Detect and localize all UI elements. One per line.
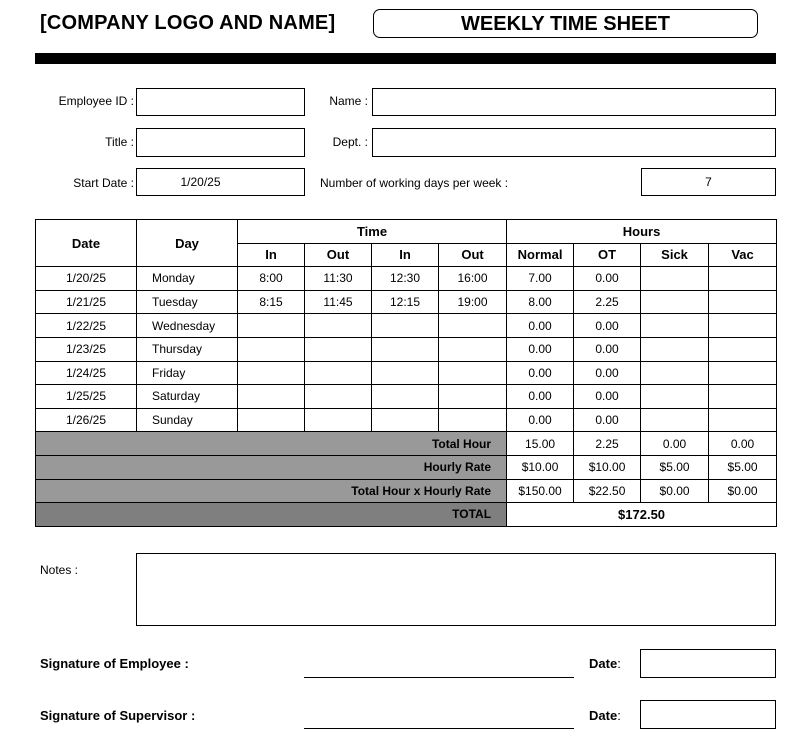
supervisor-date-field[interactable] [640, 700, 776, 729]
sick-cell[interactable] [641, 290, 709, 314]
employee-date-field[interactable] [640, 649, 776, 678]
in1-cell[interactable] [238, 361, 305, 385]
total-hour-row [36, 432, 777, 456]
date-label-colon: : [617, 656, 621, 671]
out2-cell[interactable]: 16:00 [439, 267, 507, 291]
normal-cell: 8.00 [507, 290, 574, 314]
table-row [36, 408, 777, 432]
table-row [36, 290, 777, 314]
name-label: Name : [329, 94, 368, 108]
total-hour-ot: 2.25 [574, 432, 641, 456]
day-cell: Monday [137, 267, 238, 291]
table-row [36, 314, 777, 338]
day-cell: Tuesday [137, 290, 238, 314]
start-date-label: Start Date : [73, 176, 134, 190]
dept-label: Dept. : [332, 135, 368, 149]
sick-header: Sick [641, 243, 709, 267]
in1-cell[interactable] [238, 337, 305, 361]
in2-cell[interactable] [372, 361, 439, 385]
in1-cell[interactable]: 8:00 [238, 267, 305, 291]
time-header: Time [238, 220, 507, 244]
normal-cell: 0.00 [507, 385, 574, 409]
vac-cell[interactable] [709, 361, 777, 385]
in2-cell[interactable] [372, 385, 439, 409]
company-logo-name: [COMPANY LOGO AND NAME] [40, 12, 336, 34]
date-cell: 1/20/25 [36, 267, 137, 291]
total-x-rate-sick: $0.00 [641, 479, 709, 503]
out2-cell[interactable] [439, 314, 507, 338]
in1-header: In [238, 243, 305, 267]
total-hour-normal: 15.00 [507, 432, 574, 456]
out1-cell[interactable]: 11:45 [305, 290, 372, 314]
sick-cell[interactable] [641, 408, 709, 432]
out1-header: Out [305, 243, 372, 267]
employee-id-label: Employee ID : [58, 94, 134, 108]
date-header: Date [36, 220, 137, 267]
in2-cell[interactable]: 12:30 [372, 267, 439, 291]
date-label-text: Date [589, 656, 618, 671]
ot-cell: 0.00 [574, 267, 641, 291]
in1-cell[interactable] [238, 408, 305, 432]
out1-cell[interactable]: 11:30 [305, 267, 372, 291]
normal-cell: 7.00 [507, 267, 574, 291]
working-days-field[interactable]: 7 [641, 168, 776, 196]
supervisor-signature-label: Signature of Supervisor : [40, 708, 196, 723]
in2-header: In [372, 243, 439, 267]
vac-cell[interactable] [709, 408, 777, 432]
table-row [36, 385, 777, 409]
in1-cell[interactable]: 8:15 [238, 290, 305, 314]
supervisor-signature-line[interactable] [304, 727, 574, 729]
hourly-rate-vac[interactable]: $5.00 [709, 455, 777, 479]
table-row [36, 267, 777, 291]
date-cell: 1/26/25 [36, 408, 137, 432]
date-label-colon: : [617, 708, 621, 723]
employee-signature-label: Signature of Employee : [40, 656, 189, 671]
supervisor-date-label [589, 708, 621, 723]
title-label: Title : [105, 135, 134, 149]
notes-label: Notes : [40, 563, 79, 577]
total-hour-vac: 0.00 [709, 432, 777, 456]
working-days-label: Number of working days per week : [320, 176, 509, 190]
sheet-title: WEEKLY TIME SHEET [373, 9, 758, 38]
in2-cell[interactable] [372, 408, 439, 432]
sick-cell[interactable] [641, 314, 709, 338]
out2-header: Out [439, 243, 507, 267]
ot-cell: 0.00 [574, 314, 641, 338]
name-field[interactable] [372, 88, 776, 116]
day-cell: Friday [137, 361, 238, 385]
start-date-field[interactable]: 1/20/25 [136, 168, 305, 196]
total-x-rate-row [36, 479, 777, 503]
out2-cell[interactable] [439, 408, 507, 432]
date-cell: 1/21/25 [36, 290, 137, 314]
sick-cell[interactable] [641, 267, 709, 291]
table-row [36, 361, 777, 385]
dept-field[interactable] [372, 128, 776, 157]
normal-cell: 0.00 [507, 337, 574, 361]
sick-cell[interactable] [641, 337, 709, 361]
employee-date-label [589, 656, 621, 671]
out2-cell[interactable] [439, 361, 507, 385]
vac-header: Vac [709, 243, 777, 267]
day-cell: Thursday [137, 337, 238, 361]
ot-cell: 0.00 [574, 385, 641, 409]
total-hour-label: Total Hour [36, 432, 507, 456]
day-cell: Saturday [137, 385, 238, 409]
grand-total-value: $172.50 [507, 503, 777, 527]
vac-cell[interactable] [709, 314, 777, 338]
header-divider [35, 53, 776, 64]
total-x-rate-label: Total Hour x Hourly Rate [36, 479, 507, 503]
title-field[interactable] [136, 128, 305, 157]
ot-cell: 0.00 [574, 408, 641, 432]
hourly-rate-normal[interactable]: $10.00 [507, 455, 574, 479]
normal-cell: 0.00 [507, 314, 574, 338]
grand-total-label: TOTAL [36, 503, 507, 527]
hourly-rate-sick[interactable]: $5.00 [641, 455, 709, 479]
timesheet-table [35, 219, 777, 527]
sick-cell[interactable] [641, 361, 709, 385]
in2-cell[interactable] [372, 314, 439, 338]
table-row [36, 337, 777, 361]
total-x-rate-ot: $22.50 [574, 479, 641, 503]
normal-cell: 0.00 [507, 361, 574, 385]
ot-cell: 0.00 [574, 361, 641, 385]
grand-total-row [36, 503, 777, 527]
employee-signature-line[interactable] [304, 676, 574, 678]
day-header: Day [137, 220, 238, 267]
normal-header: Normal [507, 243, 574, 267]
out1-cell[interactable] [305, 314, 372, 338]
out2-cell[interactable]: 19:00 [439, 290, 507, 314]
out1-cell[interactable] [305, 408, 372, 432]
out2-cell[interactable] [439, 385, 507, 409]
date-label-text: Date [589, 708, 618, 723]
sick-cell[interactable] [641, 385, 709, 409]
normal-cell: 0.00 [507, 408, 574, 432]
hourly-rate-ot[interactable]: $10.00 [574, 455, 641, 479]
vac-cell[interactable] [709, 290, 777, 314]
in1-cell[interactable] [238, 385, 305, 409]
date-cell: 1/23/25 [36, 337, 137, 361]
vac-cell[interactable] [709, 337, 777, 361]
hourly-rate-label: Hourly Rate [36, 455, 507, 479]
employee-id-field[interactable] [136, 88, 305, 116]
out1-cell[interactable] [305, 337, 372, 361]
vac-cell[interactable] [709, 267, 777, 291]
total-hour-sick: 0.00 [641, 432, 709, 456]
day-cell: Sunday [137, 408, 238, 432]
day-cell: Wednesday [137, 314, 238, 338]
in2-cell[interactable]: 12:15 [372, 290, 439, 314]
out1-cell[interactable] [305, 361, 372, 385]
in2-cell[interactable] [372, 337, 439, 361]
out1-cell[interactable] [305, 385, 372, 409]
hours-header: Hours [507, 220, 777, 244]
total-x-rate-normal: $150.00 [507, 479, 574, 503]
ot-cell: 2.25 [574, 290, 641, 314]
ot-cell: 0.00 [574, 337, 641, 361]
ot-header: OT [574, 243, 641, 267]
total-x-rate-vac: $0.00 [709, 479, 777, 503]
notes-field[interactable] [136, 553, 776, 626]
date-cell: 1/25/25 [36, 385, 137, 409]
date-cell: 1/24/25 [36, 361, 137, 385]
in1-cell[interactable] [238, 314, 305, 338]
out2-cell[interactable] [439, 337, 507, 361]
vac-cell[interactable] [709, 385, 777, 409]
hourly-rate-row [36, 455, 777, 479]
date-cell: 1/22/25 [36, 314, 137, 338]
